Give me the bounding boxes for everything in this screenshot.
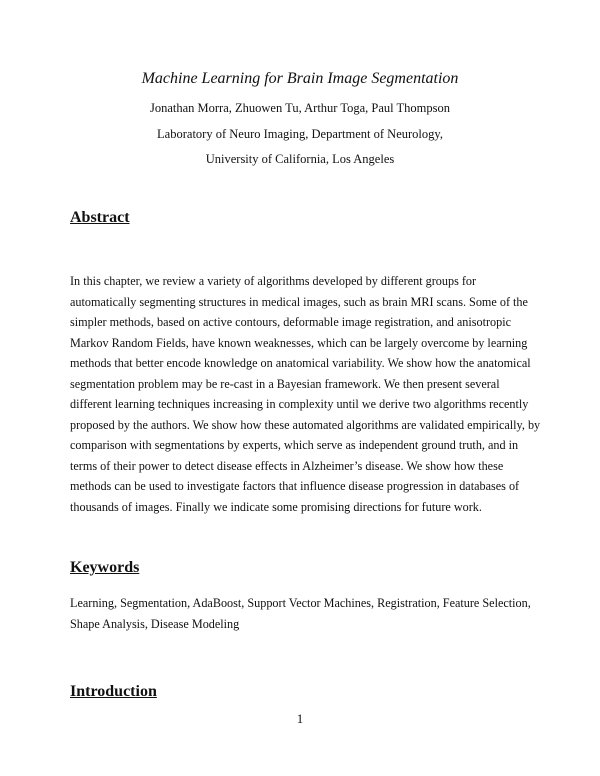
abstract-line: methods can be used to investigate factors that influence disease progression in databases of — [70, 479, 520, 493]
abstract-body — [70, 271, 540, 517]
abstract-heading: Abstract — [70, 209, 130, 226]
keywords-heading: Keywords — [70, 559, 140, 576]
abstract-line: methods that better encode knowledge on anatomical variability. We show how the anatomical — [70, 356, 531, 370]
keywords-line: Learning, Segmentation, AdaBoost, Support Vector Machines, Registration, Feature Selection, — [70, 596, 531, 610]
keywords-body — [70, 593, 540, 634]
abstract-line: proposed by the authors. We show how these automated algorithms are validated empirically, by — [70, 417, 541, 432]
abstract-line: automatically segmenting structures in medical images, such as brain MRI scans. Some of the — [70, 294, 528, 309]
abstract-line: thousands of images. Finally we indicate some promising directions for future work. — [70, 499, 482, 514]
paper-title: Machine Learning for Brain Image Segmentation — [141, 70, 459, 87]
affiliation-line-1: Laboratory of Neuro Imaging, Department of Neurology, — [157, 127, 443, 141]
page-number: 1 — [296, 711, 304, 726]
abstract-line: terms of their power to detect disease effects in Alzheimer’s disease. We show how these — [70, 458, 504, 473]
introduction-heading: Introduction — [70, 683, 157, 700]
abstract-line: different learning techniques increasing in complexity until we derive two algorithms recently — [70, 397, 529, 411]
keywords-line: Shape Analysis, Disease Modeling — [70, 616, 240, 631]
affiliation-line-2: University of California, Los Angeles — [205, 152, 395, 166]
abstract-line: simpler methods, based on active contours, deformable image registration, and anisotropic — [70, 315, 511, 329]
abstract-line: segmentation problem may be re-cast in a Bayesian framework. We then present several — [70, 376, 500, 391]
abstract-line: comparison with segmentations by experts, which serve as independent ground truth, and in — [70, 438, 519, 452]
abstract-line: In this chapter, we review a variety of algorithms developed by different groups for — [70, 274, 477, 288]
author-list: Jonathan Morra, Zhuowen Tu, Arthur Toga, Paul Thompson — [149, 101, 451, 115]
abstract-line: Markov Random Fields, have known weaknesses, which can be largely overcome by learning — [70, 335, 528, 350]
